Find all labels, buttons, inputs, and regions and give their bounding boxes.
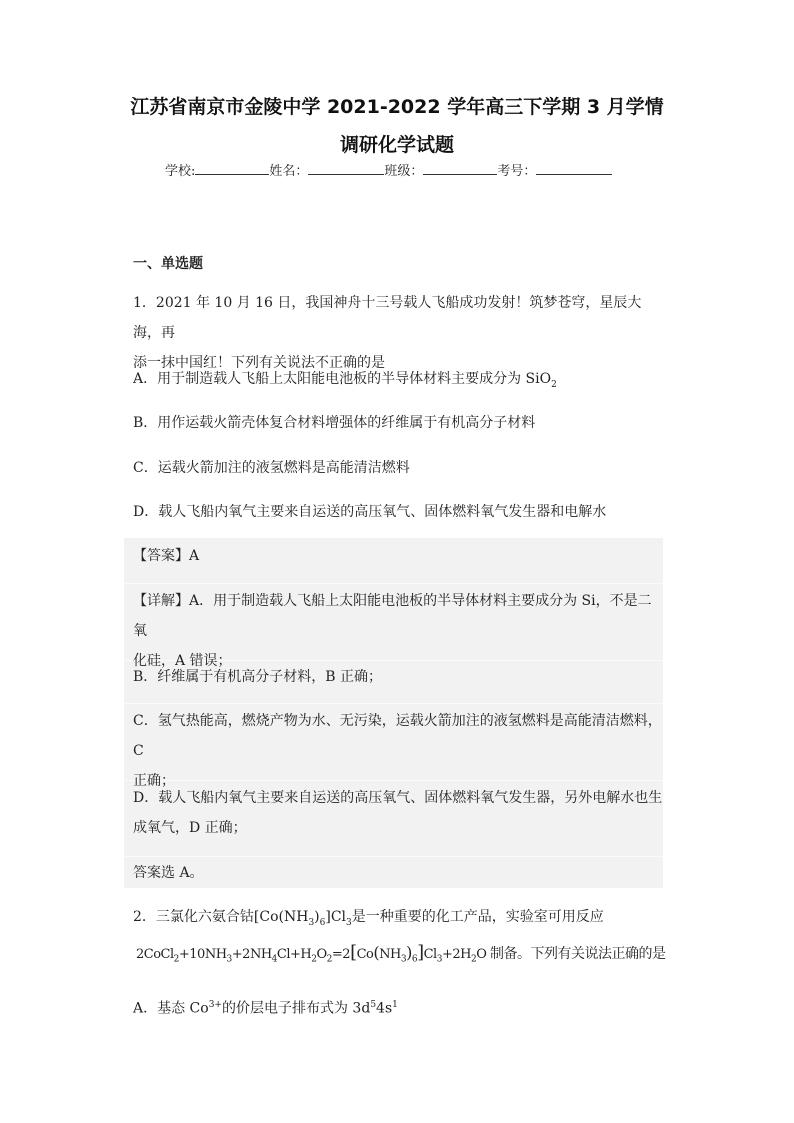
q1-option-d: D．载人飞船内氧气主要来自运送的高压氧气、固体燃料氧气发生器和电解水 bbox=[133, 504, 607, 520]
student-info-line bbox=[165, 160, 612, 179]
section-heading: 一、单选题 bbox=[133, 256, 203, 272]
name-blank[interactable] bbox=[308, 162, 384, 175]
panel-divider bbox=[124, 856, 663, 857]
panel-divider bbox=[124, 703, 663, 704]
title-line-1: 江苏省南京市金陵中学 2021-2022 学年高三下学期 3 月学情 bbox=[130, 96, 664, 118]
q1-option-b: B．用作运载火箭壳体复合材料增强体的纤维属于有机高分子材料 bbox=[133, 415, 536, 431]
q1-detail-c: C．氢气热能高，燃烧产物为水、无污染，运载火箭加注的液氢燃料是高能清洁燃料，C 正确； bbox=[133, 713, 662, 789]
q1-stem-line-2: 添一抹中国红！下列有关说法不正确的是 bbox=[133, 355, 385, 371]
q1-option-c: C．运载火箭加注的液氢燃料是高能清洁燃料 bbox=[133, 460, 410, 476]
q1-answer: 【答案】A bbox=[133, 548, 200, 564]
number-blank[interactable] bbox=[536, 162, 612, 175]
q1-detail-d: D．载人飞船内氧气主要来自运送的高压氧气、固体燃料氧气发生器，另外电解水也生 成氧气，D 正确； bbox=[133, 790, 663, 836]
q1-detail-b: B．纤维属于有机高分子材料，B 正确； bbox=[133, 669, 383, 685]
school-blank[interactable] bbox=[195, 162, 269, 175]
class-blank[interactable] bbox=[423, 162, 497, 175]
q1-option-a: A．用于制造载人飞船上太阳能电池板的半导体材料主要成分为 SiO$_2$ bbox=[133, 371, 557, 390]
q1-conclusion: 答案选 A。 bbox=[133, 865, 204, 881]
q2-option-a: A．基态 $Co^{3+}$的价层电子排布式为 $3d^54s^1$ bbox=[133, 1000, 398, 1017]
q1-stem-line-1: 1．2021 年 10 月 16 日，我国神舟十三号载人飞船成功发射！筑梦苍穹，星辰大海，再 bbox=[133, 295, 642, 341]
panel-divider bbox=[124, 583, 663, 584]
number-label: 考号： bbox=[497, 164, 537, 179]
title-line-2: 调研化学试题 bbox=[339, 134, 454, 156]
page-title bbox=[110, 88, 684, 164]
q2-equation: $2CoCl_2+10NH_3+2NH_4Cl+H_2O_2=2[Co(NH_3)_6]Cl_3+2H_2O$ 制备。下列有关说法正确的是 bbox=[136, 942, 666, 965]
q2-stem: 2．三氯化六氨合钴$[Co(NH_3)_6]Cl_3$是一种重要的化工产品，实验室可用反应 bbox=[133, 909, 604, 928]
class-label: 班级： bbox=[384, 164, 424, 179]
q1-detail-line-1: 【详解】A．用于制造载人飞船上太阳能电池板的半导体材料主要成分为 Si，不是二氧 bbox=[133, 593, 652, 639]
q1-detail-line-2: 化硅，A 错误； bbox=[133, 653, 232, 669]
name-label: 姓名： bbox=[269, 164, 309, 179]
school-label: 学校: bbox=[165, 164, 196, 179]
